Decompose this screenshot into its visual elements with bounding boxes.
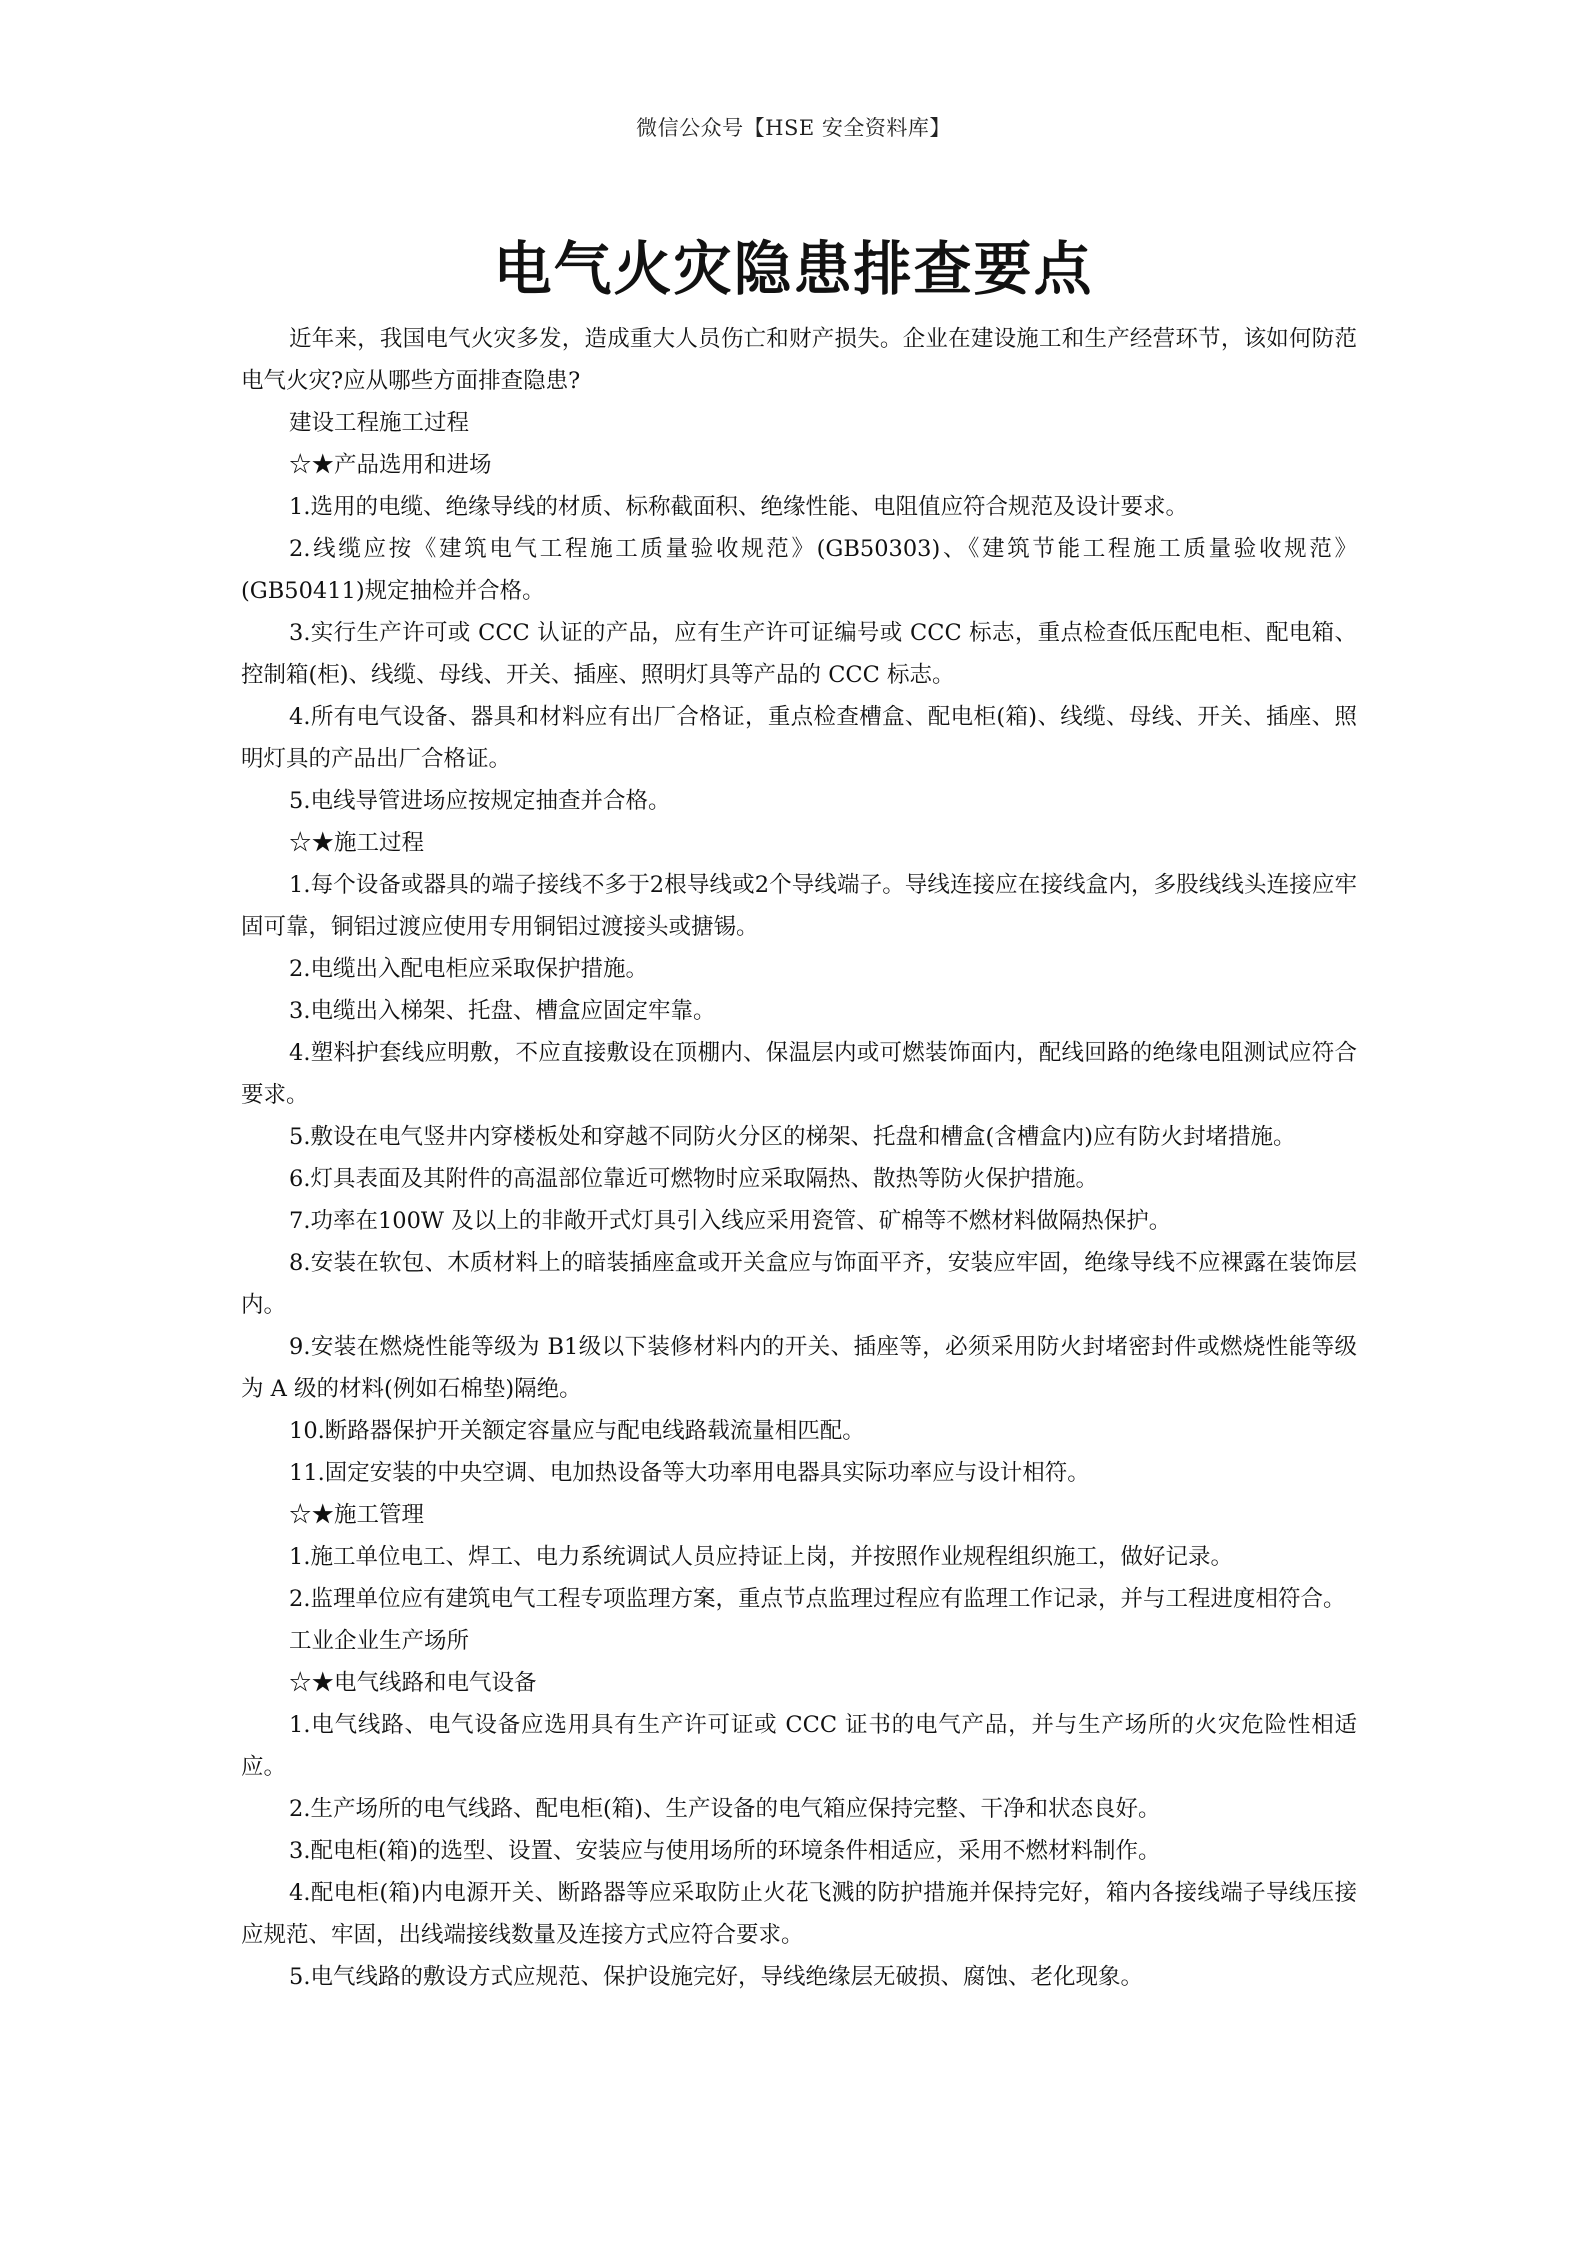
- list-item: 2.线缆应按《建筑电气工程施工质量验收规范》(GB50303)、《建筑节能工程施工质量验收规范》(GB50411)规定抽检并合格。: [241, 536, 1357, 604]
- list-item: 2.监理单位应有建筑电气工程专项监理方案，重点节点监理过程应有监理工作记录，并与工程进度相符合。: [289, 1586, 1346, 1612]
- section-heading-construction: 建设工程施工过程: [289, 410, 470, 436]
- page-header: 微信公众号【HSE 安全资料库】: [636, 116, 951, 140]
- list-item: 11.固定安装的中央空调、电加热设备等大功率用电器具实际功率应与设计相符。: [289, 1460, 1090, 1486]
- subsection-heading-process: ☆★施工过程: [289, 830, 425, 856]
- list-item: 3.配电柜(箱)的选型、设置、安装应与使用场所的环境条件相适应，采用不燃材料制作。: [289, 1838, 1161, 1864]
- list-item: 1.施工单位电工、焊工、电力系统调试人员应持证上岗，并按照作业规程组织施工，做好记录。: [289, 1544, 1233, 1570]
- list-item: 5.电气线路的敷设方式应规范、保护设施完好，导线绝缘层无破损、腐蚀、老化现象。: [289, 1964, 1143, 1990]
- list-item: 1.电气线路、电气设备应选用具有生产许可证或 CCC 证书的电气产品，并与生产场所的火灾危险性相适应。: [241, 1712, 1357, 1780]
- list-item: 4.所有电气设备、器具和材料应有出厂合格证，重点检查槽盒、配电柜(箱)、线缆、母线、开关、插座、照明灯具的产品出厂合格证。: [241, 704, 1357, 772]
- list-item: 9.安装在燃烧性能等级为 B1级以下装修材料内的开关、插座等，必须采用防火封堵密封件或燃烧性能等级为 A 级的材料(例如石棉垫)隔绝。: [241, 1334, 1357, 1402]
- list-item: 6.灯具表面及其附件的高温部位靠近可燃物时应采取隔热、散热等防火保护措施。: [289, 1166, 1098, 1192]
- list-item: 10.断路器保护开关额定容量应与配电线路载流量相匹配。: [289, 1418, 865, 1444]
- document-title: 电气火灾隐患排查要点: [493, 235, 1094, 303]
- list-item: 8.安装在软包、木质材料上的暗装插座盒或开关盒应与饰面平齐，安装应牢固，绝缘导线不应裸露在装饰层内。: [241, 1250, 1357, 1318]
- list-item: 3.电缆出入梯架、托盘、槽盒应固定牢靠。: [289, 998, 716, 1024]
- list-item: 1.选用的电缆、绝缘导线的材质、标称截面积、绝缘性能、电阻值应符合规范及设计要求。: [289, 494, 1188, 520]
- subsection-heading-management: ☆★施工管理: [289, 1502, 425, 1528]
- list-item: 2.生产场所的电气线路、配电柜(箱)、生产设备的电气箱应保持完整、干净和状态良好。: [289, 1796, 1161, 1822]
- document-body: [241, 318, 1357, 1998]
- subsection-heading-products: ☆★产品选用和进场: [289, 452, 492, 478]
- section-heading-industrial: 工业企业生产场所: [289, 1628, 470, 1654]
- list-item: 4.塑料护套线应明敷，不应直接敷设在顶棚内、保温层内或可燃装饰面内，配线回路的绝缘电阻测试应符合要求。: [241, 1040, 1357, 1108]
- subsection-heading-lines-equipment: ☆★电气线路和电气设备: [289, 1670, 537, 1696]
- list-item: 5.电线导管进场应按规定抽查并合格。: [289, 788, 671, 814]
- list-item: 1.每个设备或器具的端子接线不多于2根导线或2个导线端子。导线连接应在接线盒内，多股线线头连接应牢固可靠，铜铝过渡应使用专用铜铝过渡接头或搪锡。: [241, 872, 1357, 940]
- list-item: 3.实行生产许可或 CCC 认证的产品，应有生产许可证编号或 CCC 标志，重点检查低压配电柜、配电箱、控制箱(柜)、线缆、母线、开关、插座、照明灯具等产品的 CCC 标志。: [241, 620, 1357, 688]
- list-item: 7.功率在100W 及以上的非敞开式灯具引入线应采用瓷管、矿棉等不燃材料做隔热保护。: [289, 1208, 1172, 1234]
- list-item: 4.配电柜(箱)内电源开关、断路器等应采取防止火花飞溅的防护措施并保持完好，箱内各接线端子导线压接应规范、牢固，出线端接线数量及连接方式应符合要求。: [241, 1880, 1357, 1948]
- list-item: 5.敷设在电气竖井内穿楼板处和穿越不同防火分区的梯架、托盘和槽盒(含槽盒内)应有防火封堵措施。: [289, 1124, 1296, 1150]
- list-item: 2.电缆出入配电柜应采取保护措施。: [289, 956, 648, 982]
- paragraph-intro: 近年来，我国电气火灾多发，造成重大人员伤亡和财产损失。企业在建设施工和生产经营环节，该如何防范电气火灾?应从哪些方面排查隐患?: [241, 326, 1357, 394]
